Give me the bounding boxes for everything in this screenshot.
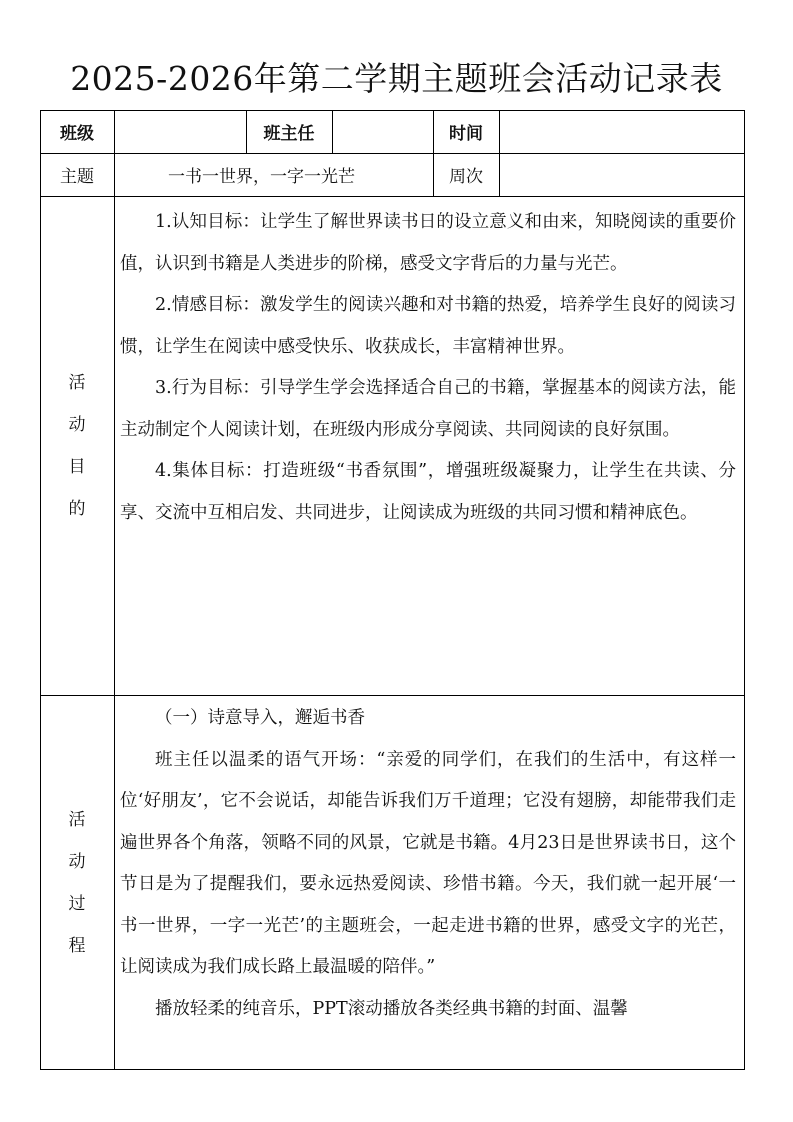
purpose-label-char: 目 [68,457,86,477]
purpose-paragraph: 3.行为目标：引导学生学会选择适合自己的书籍，掌握基本的阅读方法，能主动制定个人阅读计划，在班级内形成分享阅读、共同阅读的良好氛围。 [120,378,736,440]
table-border-bottom [40,1069,745,1070]
purpose-label-char: 动 [68,415,86,435]
theme-value[interactable]: 一书一世界，一字一光芒 [168,167,355,187]
process-paragraph: 班主任以温柔的语气开场：“亲爱的同学们，在我们的生活中，有这样一位‘好朋友’，它不会说话，却能告诉我们万千道理；它没有翅膀，却能带我们走遍世界各个角落，领略不同的风景，它就是书籍。4月23日是世界读书日，这个节日是为了提醒我们，要永远热爱阅读、珍惜书籍。今天，我们就一起开展‘一书一世界，一字一光芒’的主题班会，一起走进书籍的世界，感受文字的光芒，让阅读成为我们成长路上最温暖的陪伴。” [120,749,736,977]
process-content [120,698,736,1030]
week-label: 周次 [449,167,483,187]
class-label: 班级 [60,124,94,144]
process-label-char: 程 [68,936,86,956]
purpose-label-char: 的 [68,499,86,519]
class-value[interactable] [114,110,246,153]
purpose-paragraph: 4.集体目标：打造班级“书香氛围”，增强班级凝聚力，让学生在共读、分享、交流中互相启发、共同进步，让阅读成为班级的共同习惯和精神底色。 [120,461,736,523]
purpose-content [120,202,736,534]
page-title: 2025-2026年第二学期主题班会活动记录表 [70,59,723,98]
process-paragraph: 播放轻柔的纯音乐，PPT滚动播放各类经典书籍的封面、温馨 [155,998,628,1019]
record-table [40,110,745,1070]
purpose-paragraph: 2.情感目标：激发学生的阅读兴趣和对书籍的热爱，培养学生良好的阅读习惯，让学生在阅读中感受快乐、收获成长，丰富精神世界。 [120,295,736,357]
time-value[interactable] [499,110,744,153]
week-value[interactable] [499,153,744,196]
row-divider [40,196,745,197]
process-label-char: 活 [68,810,86,830]
time-label: 时间 [449,124,483,144]
purpose-label-char: 活 [68,373,86,393]
teacher-value[interactable] [332,110,433,153]
purpose-paragraph: 1.认知目标：让学生了解世界读书日的设立意义和由来，知晓阅读的重要价值，认识到书籍是人类进步的阶梯，感受文字背后的力量与光芒。 [120,212,736,274]
process-label [40,799,114,967]
purpose-label [40,362,114,530]
table-border-right [744,110,745,1070]
teacher-label: 班主任 [263,124,315,144]
row-divider [40,695,745,696]
process-section-heading: （一）诗意导入，邂逅书香 [155,708,365,728]
col-divider [114,110,115,1070]
process-label-char: 动 [68,852,86,872]
process-label-char: 过 [68,894,86,914]
theme-label: 主题 [60,167,94,187]
